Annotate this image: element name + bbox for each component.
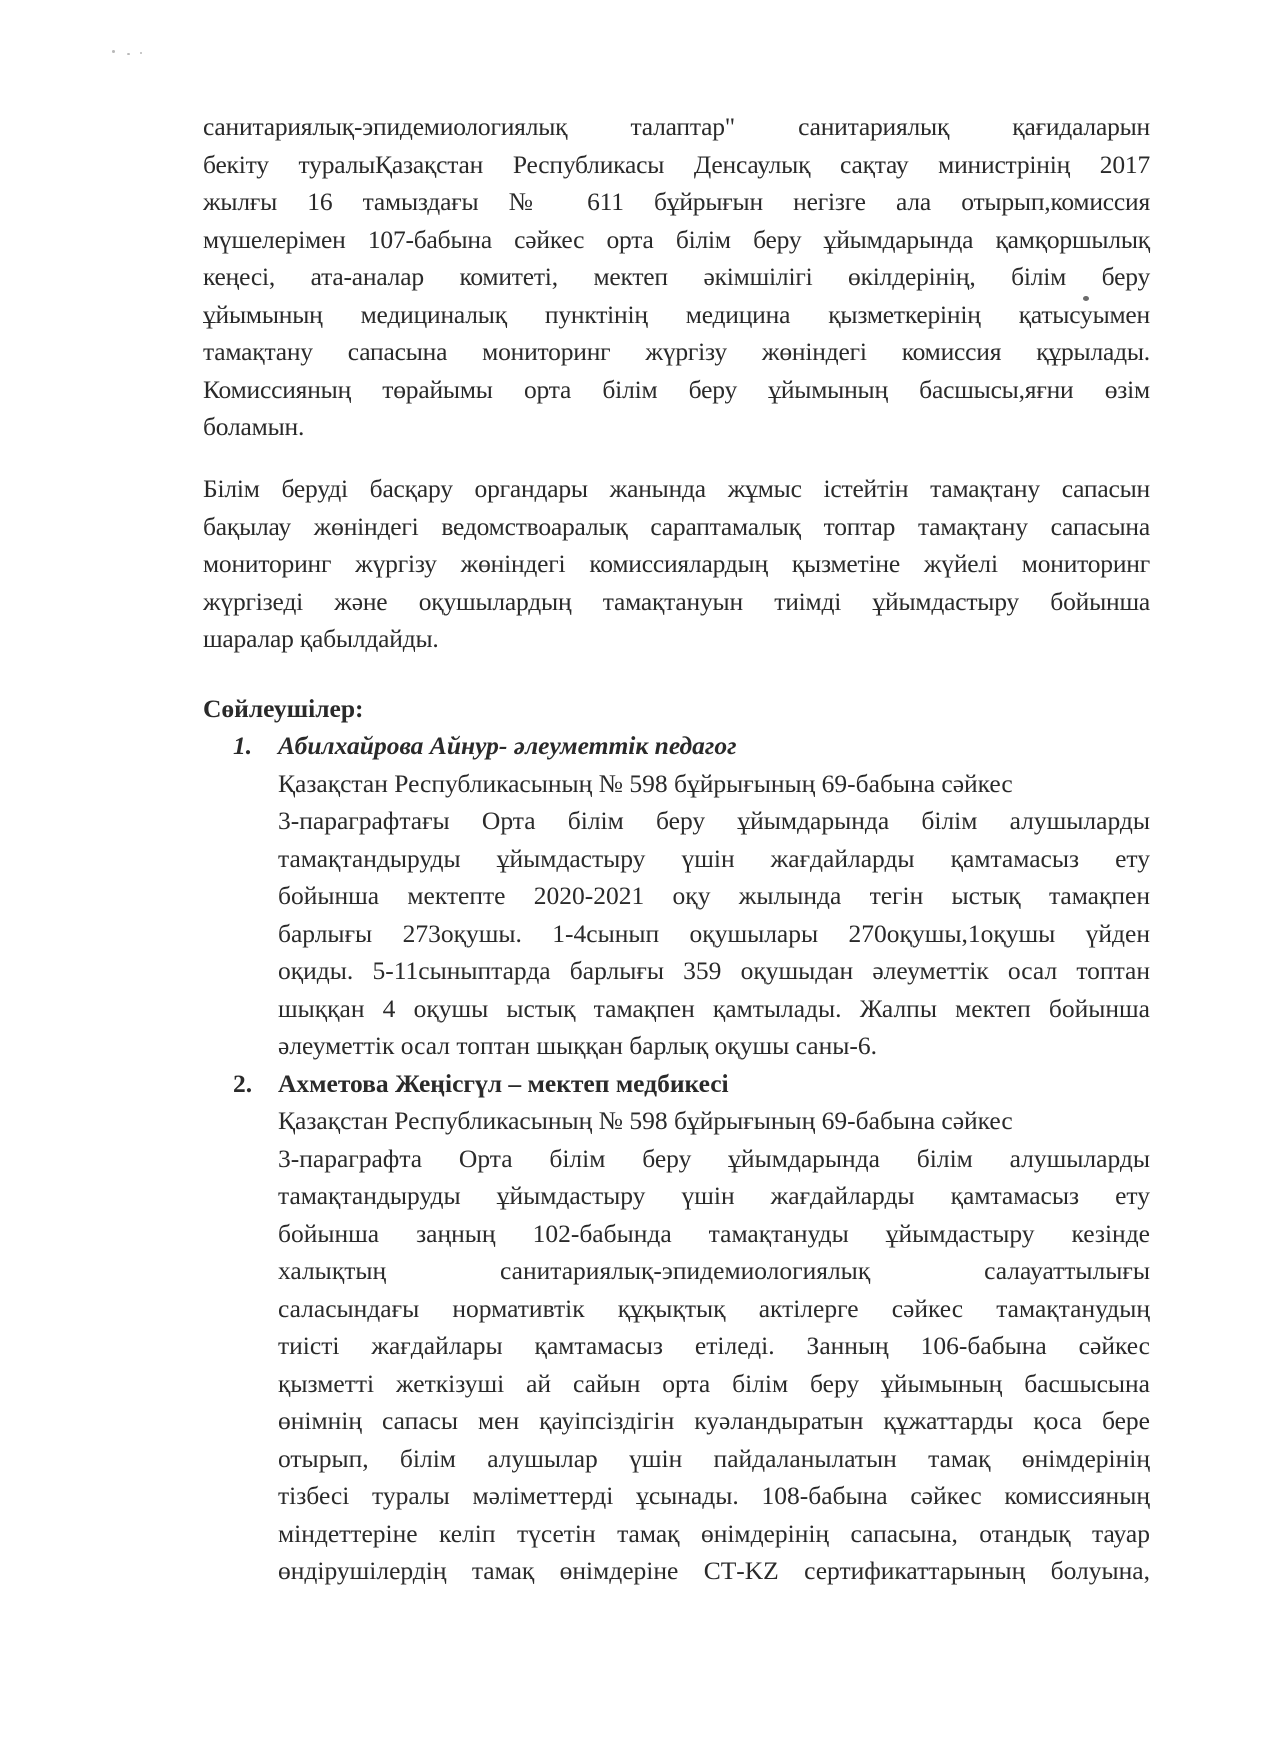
list-number: 2. <box>233 1068 253 1098</box>
text-line: 3-параграфтағы Орта білім беру ұйымдарында білім алушыларды <box>278 806 1150 835</box>
text-line: өнімнің сапасы мен қауіпсіздігін куәландыратын құжаттарды қоса бере <box>278 1406 1150 1435</box>
speaker-item <box>233 727 1150 1065</box>
text-line: міндеттеріне келіп түсетін тамақ өнімдерінің сапасына, отандық тауар <box>278 1518 1150 1548</box>
speaker-lead-line: Қазақстан Республикасының № 598 бұйрығының 69-бабына сәйкес <box>278 768 1013 798</box>
text-line: оқиды. 5-11сыныптарда барлығы 359 оқушыдан әлеуметтік осал топтан <box>278 956 1150 985</box>
text-line: тамақтандыруды ұйымдастыру үшін жағдайларды қамтамасыз ету <box>278 1181 1150 1210</box>
text-line: ұйымының медициналық пунктінің медицина қызметкерінің қатысуымен <box>203 299 1150 329</box>
text-line: халықтың санитариялық-эпидемиологиялық салауаттылығы <box>278 1256 1150 1285</box>
text-line: мүшелерімен 107-бабына сәйкес орта білім беру ұйымдарында қамқоршылық <box>203 224 1150 254</box>
scan-speck <box>140 52 142 54</box>
text-line: қызметті жеткізуші ай сайын орта білім беру ұйымының басшысына <box>278 1368 1150 1398</box>
scan-speck <box>127 53 130 55</box>
scan-speck <box>112 50 115 53</box>
text-line: саласындағы нормативтік құқықтық актілерге сәйкес тамақтанудың <box>278 1293 1150 1323</box>
text-line: Білім беруді басқару органдары жанында жұмыс істейтін тамақтану сапасын <box>203 474 1150 503</box>
text-line: боламын. <box>203 412 305 441</box>
text-line: тиісті жағдайлары қамтамасыз етіледі. Занның 106-бабына сәйкес <box>278 1331 1150 1360</box>
speakers-heading: Сөйлеушілер: <box>203 694 364 723</box>
speakers-list <box>233 727 1150 1590</box>
speaker-item <box>233 1065 1150 1590</box>
text-line: отырып, білім алушылар үшін пайдаланылатын тамақ өнімдерінің <box>278 1443 1150 1473</box>
second-paragraph <box>203 470 1150 658</box>
text-line: санитариялық-эпидемиологиялық талаптар" санитариялық қағидаларын <box>203 112 1150 141</box>
text-line: өндірушілердің тамақ өнімдеріне СТ-KZ сертификаттарының болуына, <box>278 1556 1150 1585</box>
speaker-lead-line: Қазақстан Республикасының № 598 бұйрығының 69-бабына сәйкес <box>278 1106 1013 1135</box>
list-number: 1. <box>233 731 253 760</box>
text-line: шаралар қабылдайды. <box>203 624 439 653</box>
text-line: кеңесі, ата-аналар комитеті, мектеп әкімшілігі өкілдерінің, білім беру <box>203 262 1150 291</box>
text-line: жүргізеді және оқушылардың тамақтануын тиімді ұйымдастыру бойынша <box>203 586 1150 616</box>
text-line: тамақтандыруды ұйымдастыру үшін жағдайларды қамтамасыз ету <box>278 843 1150 873</box>
speaker-name: Ахметова Жеңісгүл – мектеп медбикесі <box>278 1068 729 1098</box>
text-line: бойынша заңның 102-бабында тамақтануды ұйымдастыру кезінде <box>278 1218 1150 1248</box>
intro-paragraph <box>203 108 1150 446</box>
text-line: барлығы 273оқушы. 1-4сынып оқушылары 270оқушы,1оқушы үйден <box>278 918 1150 948</box>
text-line: бойынша мектепте 2020-2021 оқу жылында тегін ыстық тамақпен <box>278 881 1150 910</box>
speaker-name: Абилхайрова Айнур- әлеуметтік педагог <box>278 731 737 760</box>
text-line: тізбесі туралы мәліметтерді ұсынады. 108-бабына сәйкес комиссияның <box>278 1481 1150 1510</box>
text-line: 3-параграфта Орта білім беру ұйымдарында білім алушыларды <box>278 1143 1150 1173</box>
text-line: мониторинг жүргізу жөніндегі комиссиялардың қызметіне жүйелі мониторинг <box>203 549 1150 578</box>
text-line: бақылау жөніндегі ведомствоаралық сараптамалық топтар тамақтану сапасына <box>203 511 1150 541</box>
text-line: әлеуметтік осал топтан шыққан барлық оқушы саны-6. <box>278 1031 877 1060</box>
text-line: шыққан 4 оқушы ыстық тамақпен қамтылады. Жалпы мектеп бойынша <box>278 993 1150 1023</box>
text-line: тамақтану сапасына мониторинг жүргізу жөніндегі комиссия құрылады. <box>203 337 1150 366</box>
text-line: жылғы 16 тамыздағы № 611 бұйрығын негізге ала отырып,комиссия <box>203 187 1150 216</box>
text-line: Комиссияның төрайымы орта білім беру ұйымының басшысы,яғни өзім <box>203 374 1150 404</box>
text-line: бекіту туралыҚазақстан Республикасы Денсаулық сақтау министрінің 2017 <box>203 149 1150 179</box>
